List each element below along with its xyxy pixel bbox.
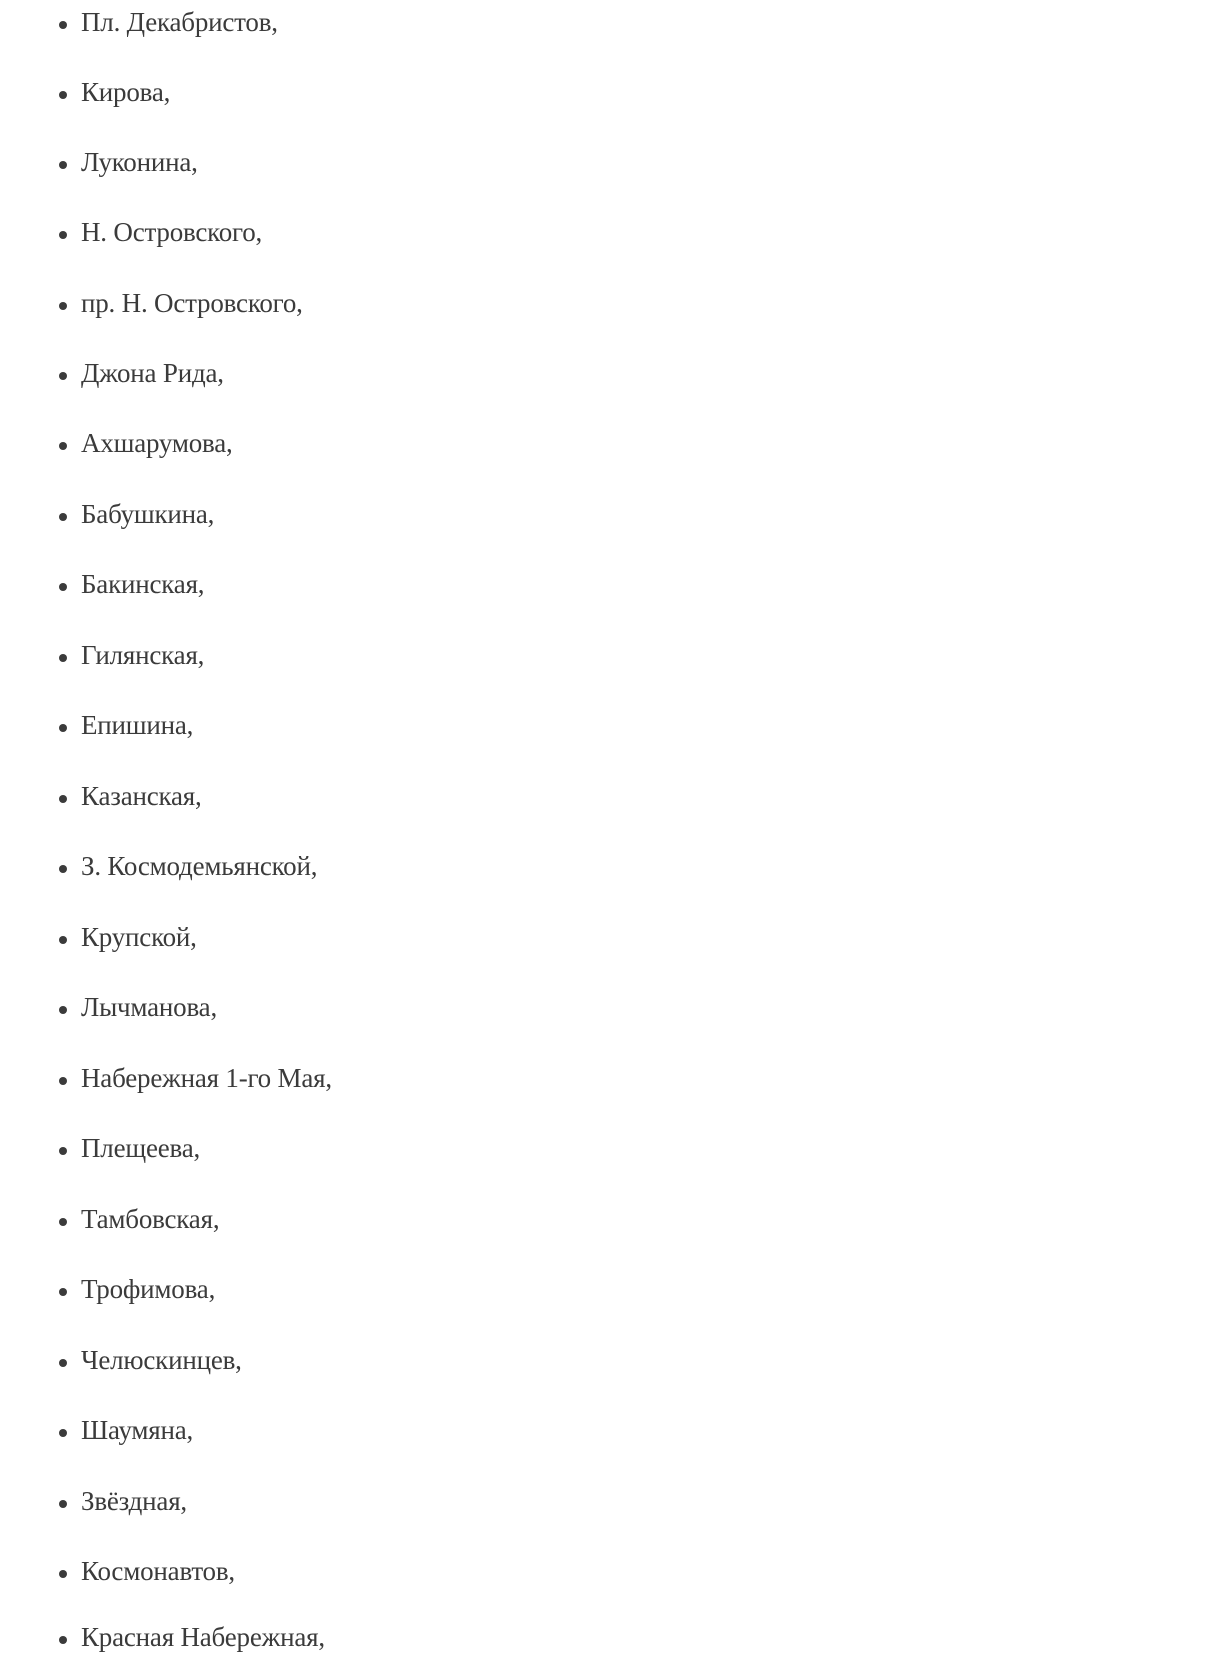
list-item — [0, 917, 700, 957]
list-item — [0, 1481, 700, 1521]
bullet-icon — [59, 1288, 67, 1296]
list-item — [0, 776, 700, 816]
street-name: Трофимова, — [81, 1274, 216, 1304]
list-item — [0, 2, 700, 42]
bullet-icon — [59, 654, 67, 662]
street-name: Луконина, — [81, 147, 198, 177]
street-name: пр. Н. Островского, — [81, 288, 303, 318]
street-name: Пл. Декабристов, — [81, 7, 278, 37]
list-item — [0, 1199, 700, 1239]
list-item — [0, 1617, 700, 1657]
list-item — [0, 846, 700, 886]
bullet-icon — [59, 513, 67, 521]
bullet-icon — [59, 1147, 67, 1155]
bullet-icon — [59, 21, 67, 29]
list-item — [0, 283, 700, 323]
list-item — [0, 423, 700, 463]
bullet-icon — [59, 231, 67, 239]
list-item — [0, 564, 700, 604]
list-item — [0, 1128, 700, 1168]
bullet-icon — [59, 372, 67, 380]
list-item — [0, 1551, 700, 1591]
street-name: Лычманова, — [81, 992, 217, 1022]
bullet-icon — [59, 1077, 67, 1085]
street-name: Епишина, — [81, 710, 194, 740]
list-item — [0, 353, 700, 393]
bullet-icon — [59, 865, 67, 873]
list-item — [0, 494, 700, 534]
list-item — [0, 1269, 700, 1309]
street-name: Космонавтов, — [81, 1556, 235, 1586]
bullet-icon — [59, 1570, 67, 1578]
list-item — [0, 705, 700, 745]
street-name: Челюскинцев, — [81, 1345, 242, 1375]
bullet-icon — [59, 1500, 67, 1508]
street-name: Набережная 1-го Мая, — [81, 1063, 332, 1093]
bullet-icon — [59, 1218, 67, 1226]
list-item — [0, 142, 700, 182]
list-item — [0, 1058, 700, 1098]
street-name: Бакинская, — [81, 569, 205, 599]
bullet-icon — [59, 302, 67, 310]
list-item — [0, 987, 700, 1027]
street-name: Крупской, — [81, 922, 197, 952]
street-name: Гилянская, — [81, 640, 205, 670]
list-item — [0, 212, 700, 252]
street-name: Ахшарумова, — [81, 428, 233, 458]
street-name: Кирова, — [81, 77, 171, 107]
bullet-icon — [59, 936, 67, 944]
street-name: Шаумяна, — [81, 1415, 194, 1445]
street-name: Казанская, — [81, 781, 202, 811]
bullet-icon — [59, 1636, 67, 1644]
list-item — [0, 72, 700, 112]
bullet-icon — [59, 1359, 67, 1367]
street-name: Джона Рида, — [81, 358, 224, 388]
bullet-icon — [59, 1006, 67, 1014]
street-name: З. Космодемьянской, — [81, 851, 318, 881]
list-item — [0, 635, 700, 675]
street-name: Красная Набережная, — [81, 1622, 325, 1652]
bullet-icon — [59, 583, 67, 591]
bullet-icon — [59, 442, 67, 450]
list-item — [0, 1340, 700, 1380]
street-name: Бабушкина, — [81, 499, 215, 529]
bullet-icon — [59, 91, 67, 99]
street-name: Плещеева, — [81, 1133, 201, 1163]
bullet-icon — [59, 795, 67, 803]
list-item — [0, 1410, 700, 1450]
street-name: Тамбовская, — [81, 1204, 220, 1234]
street-name: Н. Островского, — [81, 217, 263, 247]
bullet-icon — [59, 161, 67, 169]
street-name: Звёздная, — [81, 1486, 187, 1516]
bullet-icon — [59, 724, 67, 732]
bullet-icon — [59, 1429, 67, 1437]
